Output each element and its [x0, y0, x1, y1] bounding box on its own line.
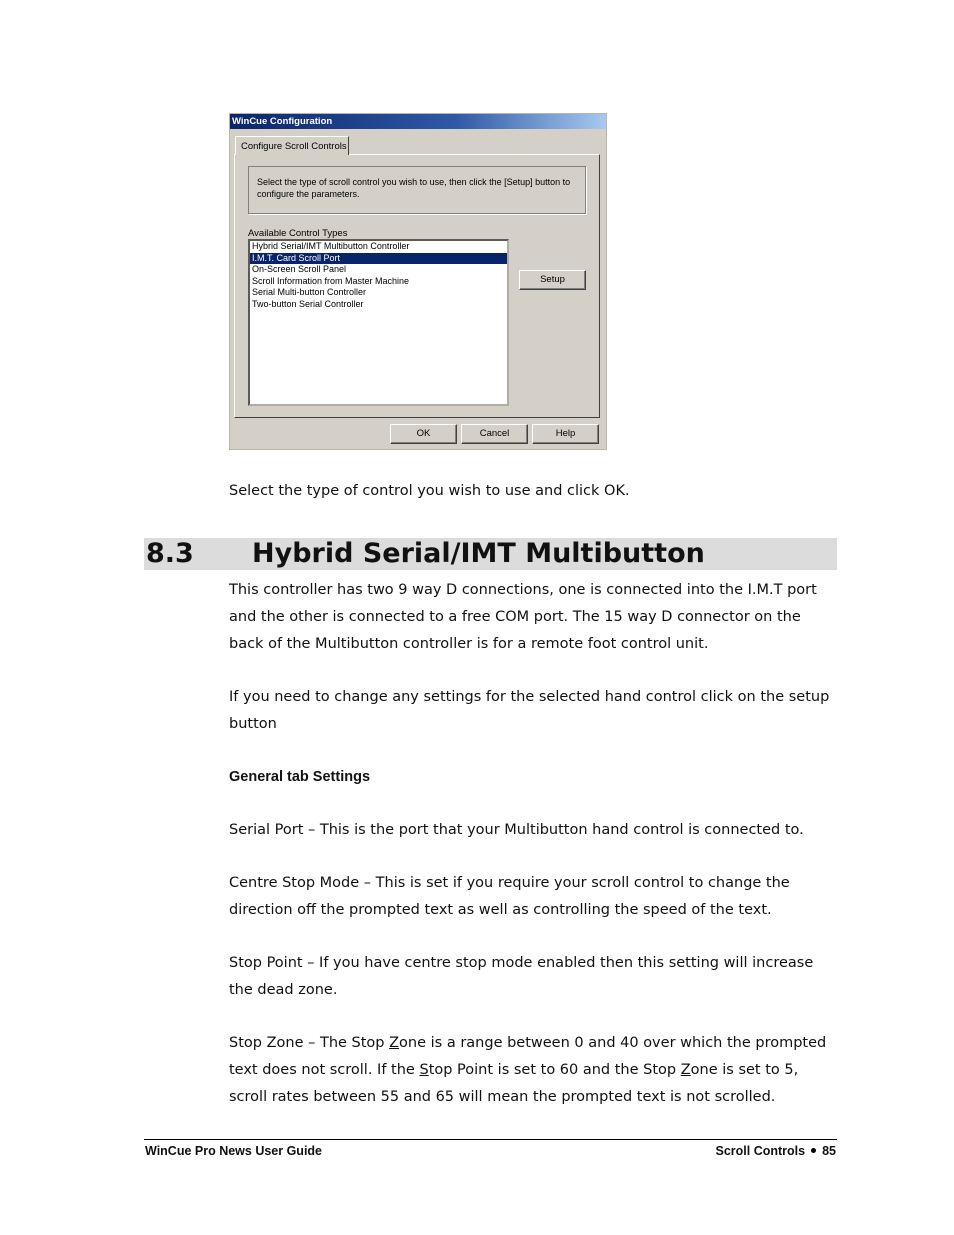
- tab-configure-scroll-controls[interactable]: Configure Scroll Controls: [235, 136, 349, 155]
- paragraph-stop-zone: [229, 1030, 839, 1111]
- paragraph-connections: This controller has two 9 way D connections, one is connected into the I.M.T port and the other is connected to a free COM port. The 15 way D connector on the back of the Multibutton controller is for a remote foot control unit.: [229, 582, 817, 652]
- list-item[interactable]: Two-button Serial Controller: [252, 298, 364, 309]
- text-run: one is a range between 0 and 40 over which the prompted text does not scroll. If the: [229, 1035, 827, 1078]
- ok-button[interactable]: OK: [390, 424, 457, 444]
- footer-section: Scroll Controls: [715, 1144, 806, 1158]
- dialog-title: WinCue Configuration: [230, 114, 606, 129]
- page-number: 85: [822, 1144, 836, 1158]
- underlined-letter: Z: [389, 1035, 400, 1051]
- footer-guide-title: WinCue Pro News User Guide: [145, 1144, 323, 1158]
- subheading-general-tab: General tab Settings: [229, 769, 371, 785]
- paragraph-centre-stop-mode: Centre Stop Mode – This is set if you require your scroll control to change the direction off the prompted text as well as controlling the speed of the text.: [229, 875, 790, 918]
- list-item[interactable]: On-Screen Scroll Panel: [252, 264, 347, 274]
- list-item[interactable]: Scroll Information from Master Machine: [252, 275, 410, 286]
- available-control-types-label: Available Control Types: [248, 228, 348, 239]
- setup-button[interactable]: Setup: [519, 270, 586, 290]
- help-button[interactable]: Help: [532, 424, 599, 444]
- paragraph-setup: If you need to change any settings for the selected hand control click on the setup button: [229, 689, 830, 732]
- section-title: Hybrid Serial/IMT Multibutton: [252, 538, 705, 569]
- list-item-selected[interactable]: I.M.T. Card Scroll Port: [250, 253, 507, 265]
- footer-divider: [144, 1139, 837, 1140]
- text-run: one is set to 5, scroll rates between 55 and 65 will mean the prompted text is not scrolled.: [229, 1062, 799, 1105]
- text-run: top Point is set to 60 and the Stop: [428, 1062, 681, 1078]
- bullet-icon: [811, 1148, 816, 1153]
- control-types-listbox[interactable]: [248, 239, 509, 406]
- figure-caption: Select the type of control you wish to use and click OK.: [229, 483, 630, 499]
- list-item[interactable]: Hybrid Serial/IMT Multibutton Controller: [252, 241, 410, 251]
- tab-panel: [234, 154, 600, 418]
- footer-page-info: [716, 1144, 837, 1158]
- wincue-configuration-dialog: [229, 113, 607, 450]
- underlined-letter: Z: [680, 1062, 691, 1078]
- instructions-text: Select the type of scroll control you wish to use, then click the [Setup] button to configure the parameters.: [248, 166, 586, 214]
- list-item[interactable]: Serial Multi-button Controller: [252, 287, 367, 297]
- cancel-button[interactable]: Cancel: [461, 424, 528, 444]
- paragraph-stop-point: Stop Point – If you have centre stop mode enabled then this setting will increase the dead zone.: [229, 955, 814, 998]
- text-run: Stop Zone – The Stop: [229, 1035, 390, 1051]
- section-number: 8.3: [146, 538, 194, 569]
- section-heading: [144, 538, 837, 570]
- underlined-letter: S: [419, 1062, 429, 1078]
- paragraph-serial-port: Serial Port – This is the port that your Multibutton hand control is connected to.: [229, 822, 804, 838]
